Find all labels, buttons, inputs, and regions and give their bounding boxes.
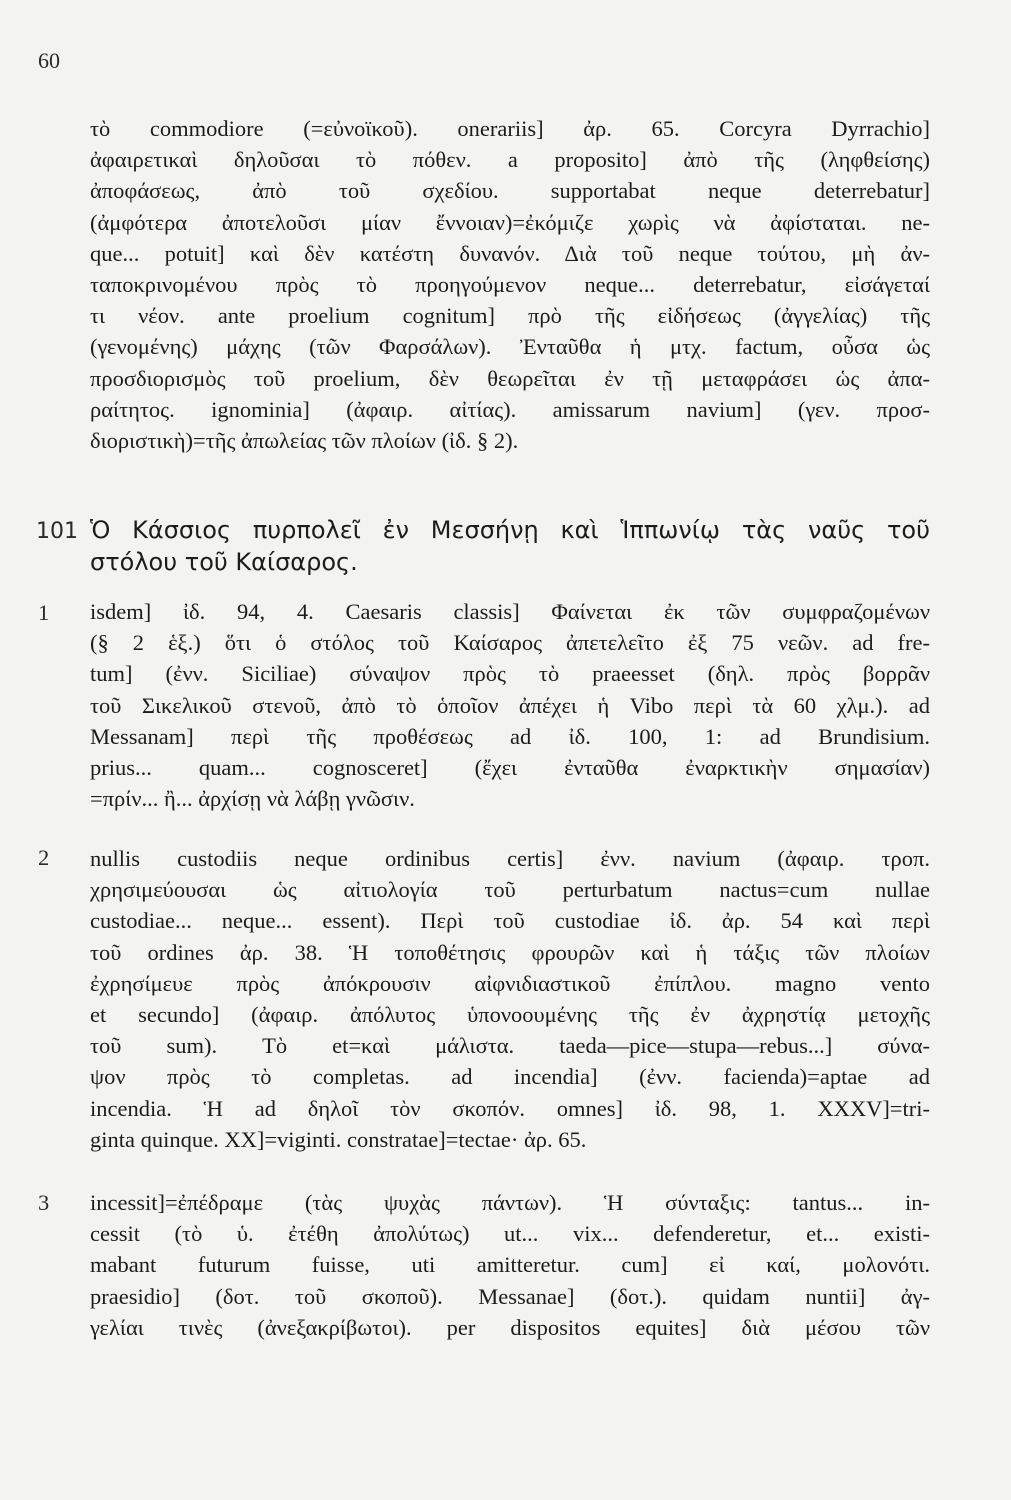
paragraph-1 (90, 596, 930, 814)
text-line: praesidio] (δοτ. τοῦ σκοποῦ). Messanae] (δοτ.). quidam nuntii] ἀγ- (90, 1283, 930, 1309)
text-line: προσδιορισμὸς τοῦ proelium, δὲν θεωρεῖται ἐν τῇ μεταφράσει ὡς ἀπα- (90, 365, 930, 391)
text-line: τοῦ Σικελικοῦ στενοῦ, ἀπὸ τὸ ὁποῖον ἀπέχει ἡ Vibo περὶ τὰ 60 χλμ.). ad (90, 692, 930, 718)
text-line: tum] (ἐνν. Siciliae) σύναψον πρὸς τὸ praeesset (δηλ. πρὸς βορρᾶν (90, 661, 930, 687)
text-line: ἀποφάσεως, ἀπὸ τοῦ σχεδίου. supportabat neque deterrebatur] (90, 178, 930, 204)
text-line: que... potuit] καὶ δὲν κατέστη δυνανόν. Διὰ τοῦ neque τούτου, μὴ ἀν- (90, 240, 930, 266)
text-line: ἀφαιρετικαὶ δηλοῦσαι τὸ πόθεν. a proposito] ἀπὸ τῆς (ληφθείσης) (90, 147, 930, 173)
text-line: ἐχρησίμευε πρὸς ἀπόκρουσιν αἰφνιδιαστικοῦ ἐπίπλου. magno vento (90, 970, 930, 996)
section-heading (90, 515, 930, 578)
text-line: ραίτητος. ignominia] (ἀφαιρ. αἰτίας). amissarum navium] (γεν. προσ- (90, 396, 930, 422)
text-line: et secundo] (ἀφαιρ. ἀπόλυτος ὑπονοουμένης τῆς ἐν ἀχρηστίᾳ μετοχῆς (90, 1002, 930, 1028)
intro-paragraph (90, 113, 930, 456)
text-line: Messanam] περὶ τῆς προθέσεως ad ἰδ. 100, 1: ad Brundisium. (90, 723, 930, 749)
text-line: τὸ commodiore (=εὐνοϊκοῦ). onerariis] ἀρ. 65. Corcyra Dyrrachio] (90, 116, 930, 141)
text-line: ginta quinque. XX]=viginti. constratae]=tectae· ἀρ. 65. (90, 1126, 587, 1152)
text-line: mabant futurum fuisse, uti amitteretur. cum] εἰ καί, μολονότι. (90, 1252, 930, 1278)
section-number: 101 (36, 519, 78, 544)
text-line: ψον πρὸς τὸ completas. ad incendia] (ἐνν. facienda)=aptae ad (90, 1064, 930, 1090)
text-line: prius... quam... cognosceret] (ἔχει ἐνταῦθα ἐναρκτικὴν σημασίαν) (90, 755, 930, 781)
heading-line: Ὁ Κάσσιος πυρπολεῖ ἐν Μεσσήνῃ καὶ Ἱππωνίῳ τὰς ναῦς τοῦ (90, 516, 930, 544)
heading-line: στόλου τοῦ Καίσαρος. (90, 547, 358, 576)
paragraph-number: 1 (38, 600, 50, 625)
text-line: incendia. Ἡ ad δηλοῖ τὸν σκοπόν. omnes] ἰδ. 98, 1. XXXV]=tri- (90, 1095, 930, 1121)
text-line: ταποκρινομένου πρὸς τὸ προηγούμενον neque... deterrebatur, εἰσάγεταί (90, 272, 930, 298)
text-line: διοριστικὴ)=τῆς ἀπωλείας τῶν πλοίων (ἰδ. § 2). (90, 428, 519, 454)
text-line: τοῦ ordines ἀρ. 38. Ἡ τοποθέτησις φρουρῶν καὶ ἡ τάξις τῶν πλοίων (90, 939, 930, 965)
paragraph-3 (90, 1187, 930, 1343)
page-number: 60 (38, 48, 60, 73)
text-line: incessit]=ἐπέδραμε (τὰς ψυχὰς πάντων). Ἡ σύνταξις: tantus... in- (90, 1190, 930, 1215)
paragraph-2 (90, 843, 930, 1155)
text-line: γελίαι τινὲς (ἀνεξακρίβωτοι). per dispositos equites] διὰ μέσου τῶν (90, 1314, 930, 1340)
text-line: χρησιμεύουσαι ὡς αἰτιολογία τοῦ perturbatum nactus=cum nullae (90, 877, 930, 903)
text-line: (ἀμφότερα ἀποτελοῦσι μίαν ἔννοιαν)=ἐκόμιζε χωρὶς νὰ ἀφίσταται. ne- (90, 209, 930, 235)
paragraph-number: 2 (38, 845, 50, 870)
text-line: custodiae... neque... essent). Περὶ τοῦ custodiae ἰδ. ἀρ. 54 καὶ περὶ (90, 908, 930, 934)
text-line: nullis custodiis neque ordinibus certis] ἐνν. navium (ἀφαιρ. τροπ. (90, 846, 930, 871)
text-line: isdem] ἰδ. 94, 4. Caesaris classis] Φαίνεται ἐκ τῶν συμφραζομένων (90, 599, 930, 624)
text-line: =πρίν... ἢ... ἀρχίσῃ νὰ λάβῃ γνῶσιν. (90, 786, 415, 812)
text-line: (§ 2 ἑξ.) ὅτι ὁ στόλος τοῦ Καίσαρος ἀπετελεῖτο ἐξ 75 νεῶν. ad fre- (90, 630, 930, 656)
text-line: (γενομένης) μάχης (τῶν Φαρσάλων). Ἐνταῦθα ἡ μτχ. factum, οὖσα ὡς (90, 334, 930, 360)
text-line: τι νέον. ante proelium cognitum] πρὸ τῆς εἰδήσεως (ἀγγελίας) τῆς (90, 303, 930, 329)
text-line: τοῦ sum). Τὸ et=καὶ μάλιστα. taeda—pice—stupa—rebus...] σύνα- (90, 1033, 930, 1059)
text-line: cessit (τὸ ὑ. ἐτέθη ἀπολύτως) ut... vix... defenderetur, et... existi- (90, 1221, 930, 1247)
paragraph-number: 3 (38, 1190, 50, 1215)
